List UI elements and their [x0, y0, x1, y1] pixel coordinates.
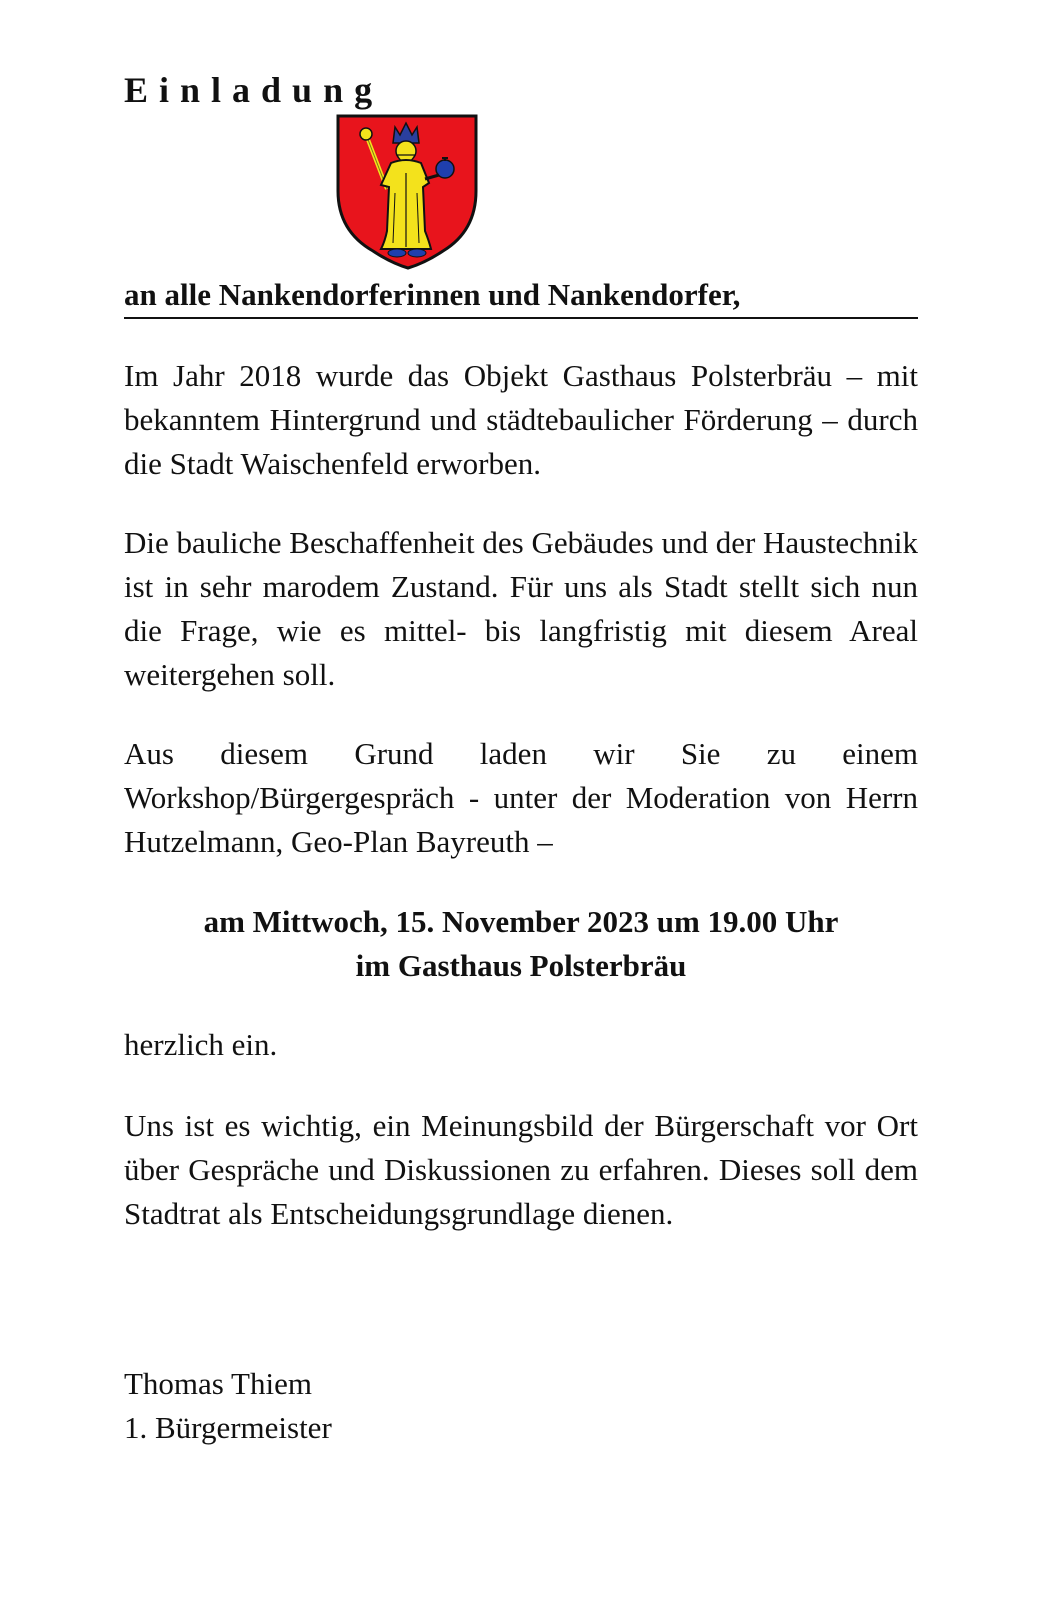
event-date-line: am Mittwoch, 15. November 2023 um 19.00 Uhr: [203, 904, 839, 939]
paragraph-acquisition: Im Jahr 2018 wurde das Objekt Gasthaus Polsterbräu – mit bekanntem Hintergrund und städtebaulicher Förderung – durch die Stadt Waischenfeld erworben.: [124, 358, 918, 481]
signatory-role: 1. Bürgermeister: [124, 1410, 332, 1445]
paragraph-purpose: Uns ist es wichtig, ein Meinungsbild der Bürgerschaft vor Ort über Gespräche und Diskussionen zu erfahren. Dieses soll dem Stadtrat als Entscheidungsgrundlage dienen.: [124, 1108, 918, 1231]
event-location-line: im Gasthaus Polsterbräu: [355, 948, 687, 983]
document-title: Einladung: [124, 70, 384, 110]
paragraph-closing-phrase: herzlich ein.: [124, 1027, 278, 1062]
paragraph-condition: Die bauliche Beschaffenheit des Gebäudes und der Haustechnik ist in sehr marodem Zustand. Für uns als Stadt stellt sich nun die Frage, wie es mittel- bis langfristig mit diesem Areal weitergehen soll.: [124, 525, 918, 692]
signature-block: [124, 1362, 332, 1450]
event-details: [124, 900, 918, 988]
coat-of-arms-icon: [333, 113, 483, 271]
paragraph-invitation: Aus diesem Grund laden wir Sie zu einem Workshop/Bürgergespräch - unter der Moderation von Herrn Hutzelmann, Geo-Plan Bayreuth –: [124, 736, 918, 859]
salutation-heading: an alle Nankendorferinnen und Nankendorfer,: [124, 276, 918, 319]
signatory-name: Thomas Thiem: [124, 1366, 312, 1401]
